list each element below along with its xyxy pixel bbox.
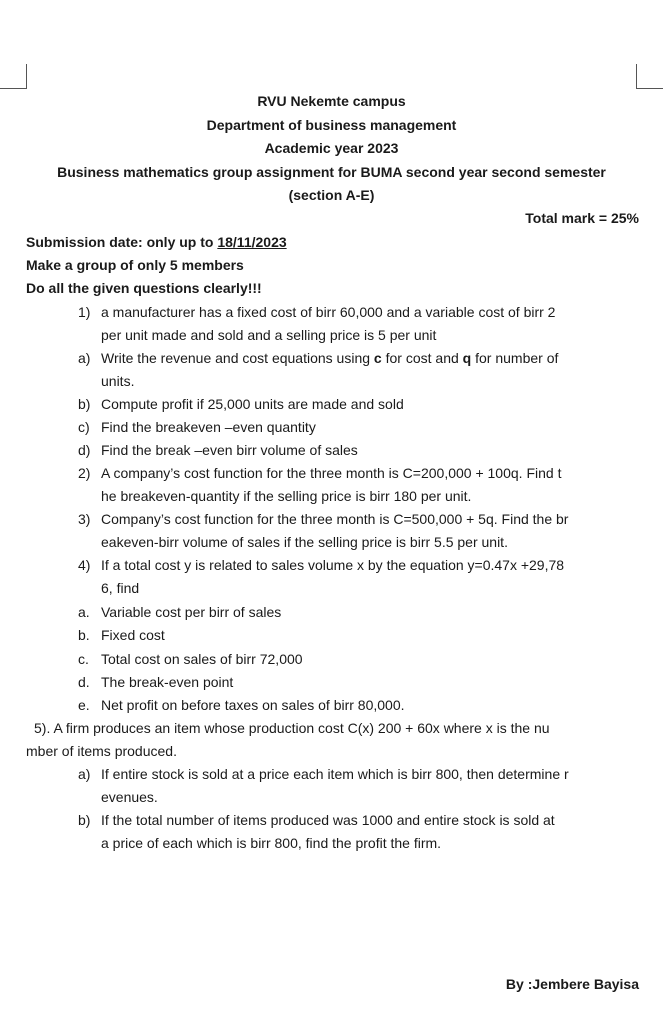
q1c-text: Find the breakeven –even quantity [101,419,316,435]
q4d-text: The break-even point [101,674,234,690]
q4e-label: e. [78,697,90,713]
q1a-line2: units. [101,373,135,389]
q4-number: 4) [78,557,91,573]
q1b-text: Compute profit if 25,000 units are made and sold [101,396,404,412]
questions-instruction: Do all the given questions clearly!!! [26,280,262,296]
q1-line2: per unit made and sold and a selling price is 5 per unit [101,327,437,343]
q5a-line2: evenues. [101,789,158,805]
q1-number: 1) [78,304,91,320]
q4b-text: Fixed cost [101,627,165,643]
total-mark: Total mark = 25% [525,210,639,226]
q1b-label: b) [78,396,91,412]
submission-date-value: 18/11/2023 [217,234,287,250]
department-title: Department of business management [206,117,457,133]
q4d-label: d. [78,674,90,690]
q4a-text: Variable cost per birr of sales [101,604,282,620]
q1a-pre: Write the revenue and cost equations using [101,350,374,366]
q5b-line1: If the total number of items produced was 1000 and entire stock is sold at [101,812,555,828]
q4c-text: Total cost on sales of birr 72,000 [101,651,303,667]
q3-line1: Company’s cost function for the three month is C=500,000 + 5q. Find the br [101,511,569,527]
q1d-label: d) [78,442,91,458]
q1a-mid: for cost and [381,350,463,366]
q4c-label: c. [78,651,89,667]
group-instruction: Make a group of only 5 members [26,257,244,273]
q2-line2: he breakeven-quantity if the selling price is birr 180 per unit. [101,488,472,504]
crop-mark-top-right [636,64,663,89]
q4e-text: Net profit on before taxes on sales of birr 80,000. [101,697,405,713]
campus-title: RVU Nekemte campus [257,93,406,109]
q2-number: 2) [78,465,91,481]
q1a-label: a) [78,350,91,366]
q1a-post: for number of [471,350,559,366]
q5-line1: 5). A firm produces an item whose production cost C(x) 200 + 60x where x is the nu [34,720,550,736]
course-title: Business mathematics group assignment for BUMA second year second semester [57,164,606,180]
q3-number: 3) [78,511,91,527]
q1c-label: c) [78,419,90,435]
q5b-line2: a price of each which is birr 800, find the profit the firm. [101,835,442,851]
q2-line1: A company’s cost function for the three month is C=200,000 + 100q. Find t [101,465,562,481]
q1a-c: c [373,350,382,366]
q4b-label: b. [78,627,90,643]
crop-mark-top-left [0,64,27,89]
q1d-text: Find the break –even birr volume of sales [101,442,358,458]
q1a-q: q [462,350,472,366]
q4-line2: 6, find [101,580,140,596]
academic-year: Academic year 2023 [264,140,399,156]
q3-line2: eakeven-birr volume of sales if the selling price is birr 5.5 per unit. [101,534,508,550]
q4-line1: If a total cost y is related to sales volume x by the equation y=0.47x +29,78 [101,557,565,573]
q1a-line1 [101,350,558,366]
submission-label: Submission date: only up to [26,234,218,250]
q5b-label: b) [78,812,91,828]
submission-date [26,234,287,250]
section-label: (section A-E) [288,187,375,203]
author-signature: By :Jembere Bayisa [505,976,639,992]
q5-line2: mber of items produced. [26,743,177,759]
q5a-line1: If entire stock is sold at a price each item which is birr 800, then determine r [101,766,569,782]
q4a-label: a. [78,604,90,620]
q1-line1: a manufacturer has a fixed cost of birr 60,000 and a variable cost of birr 2 [101,304,556,320]
q5a-label: a) [78,766,91,782]
